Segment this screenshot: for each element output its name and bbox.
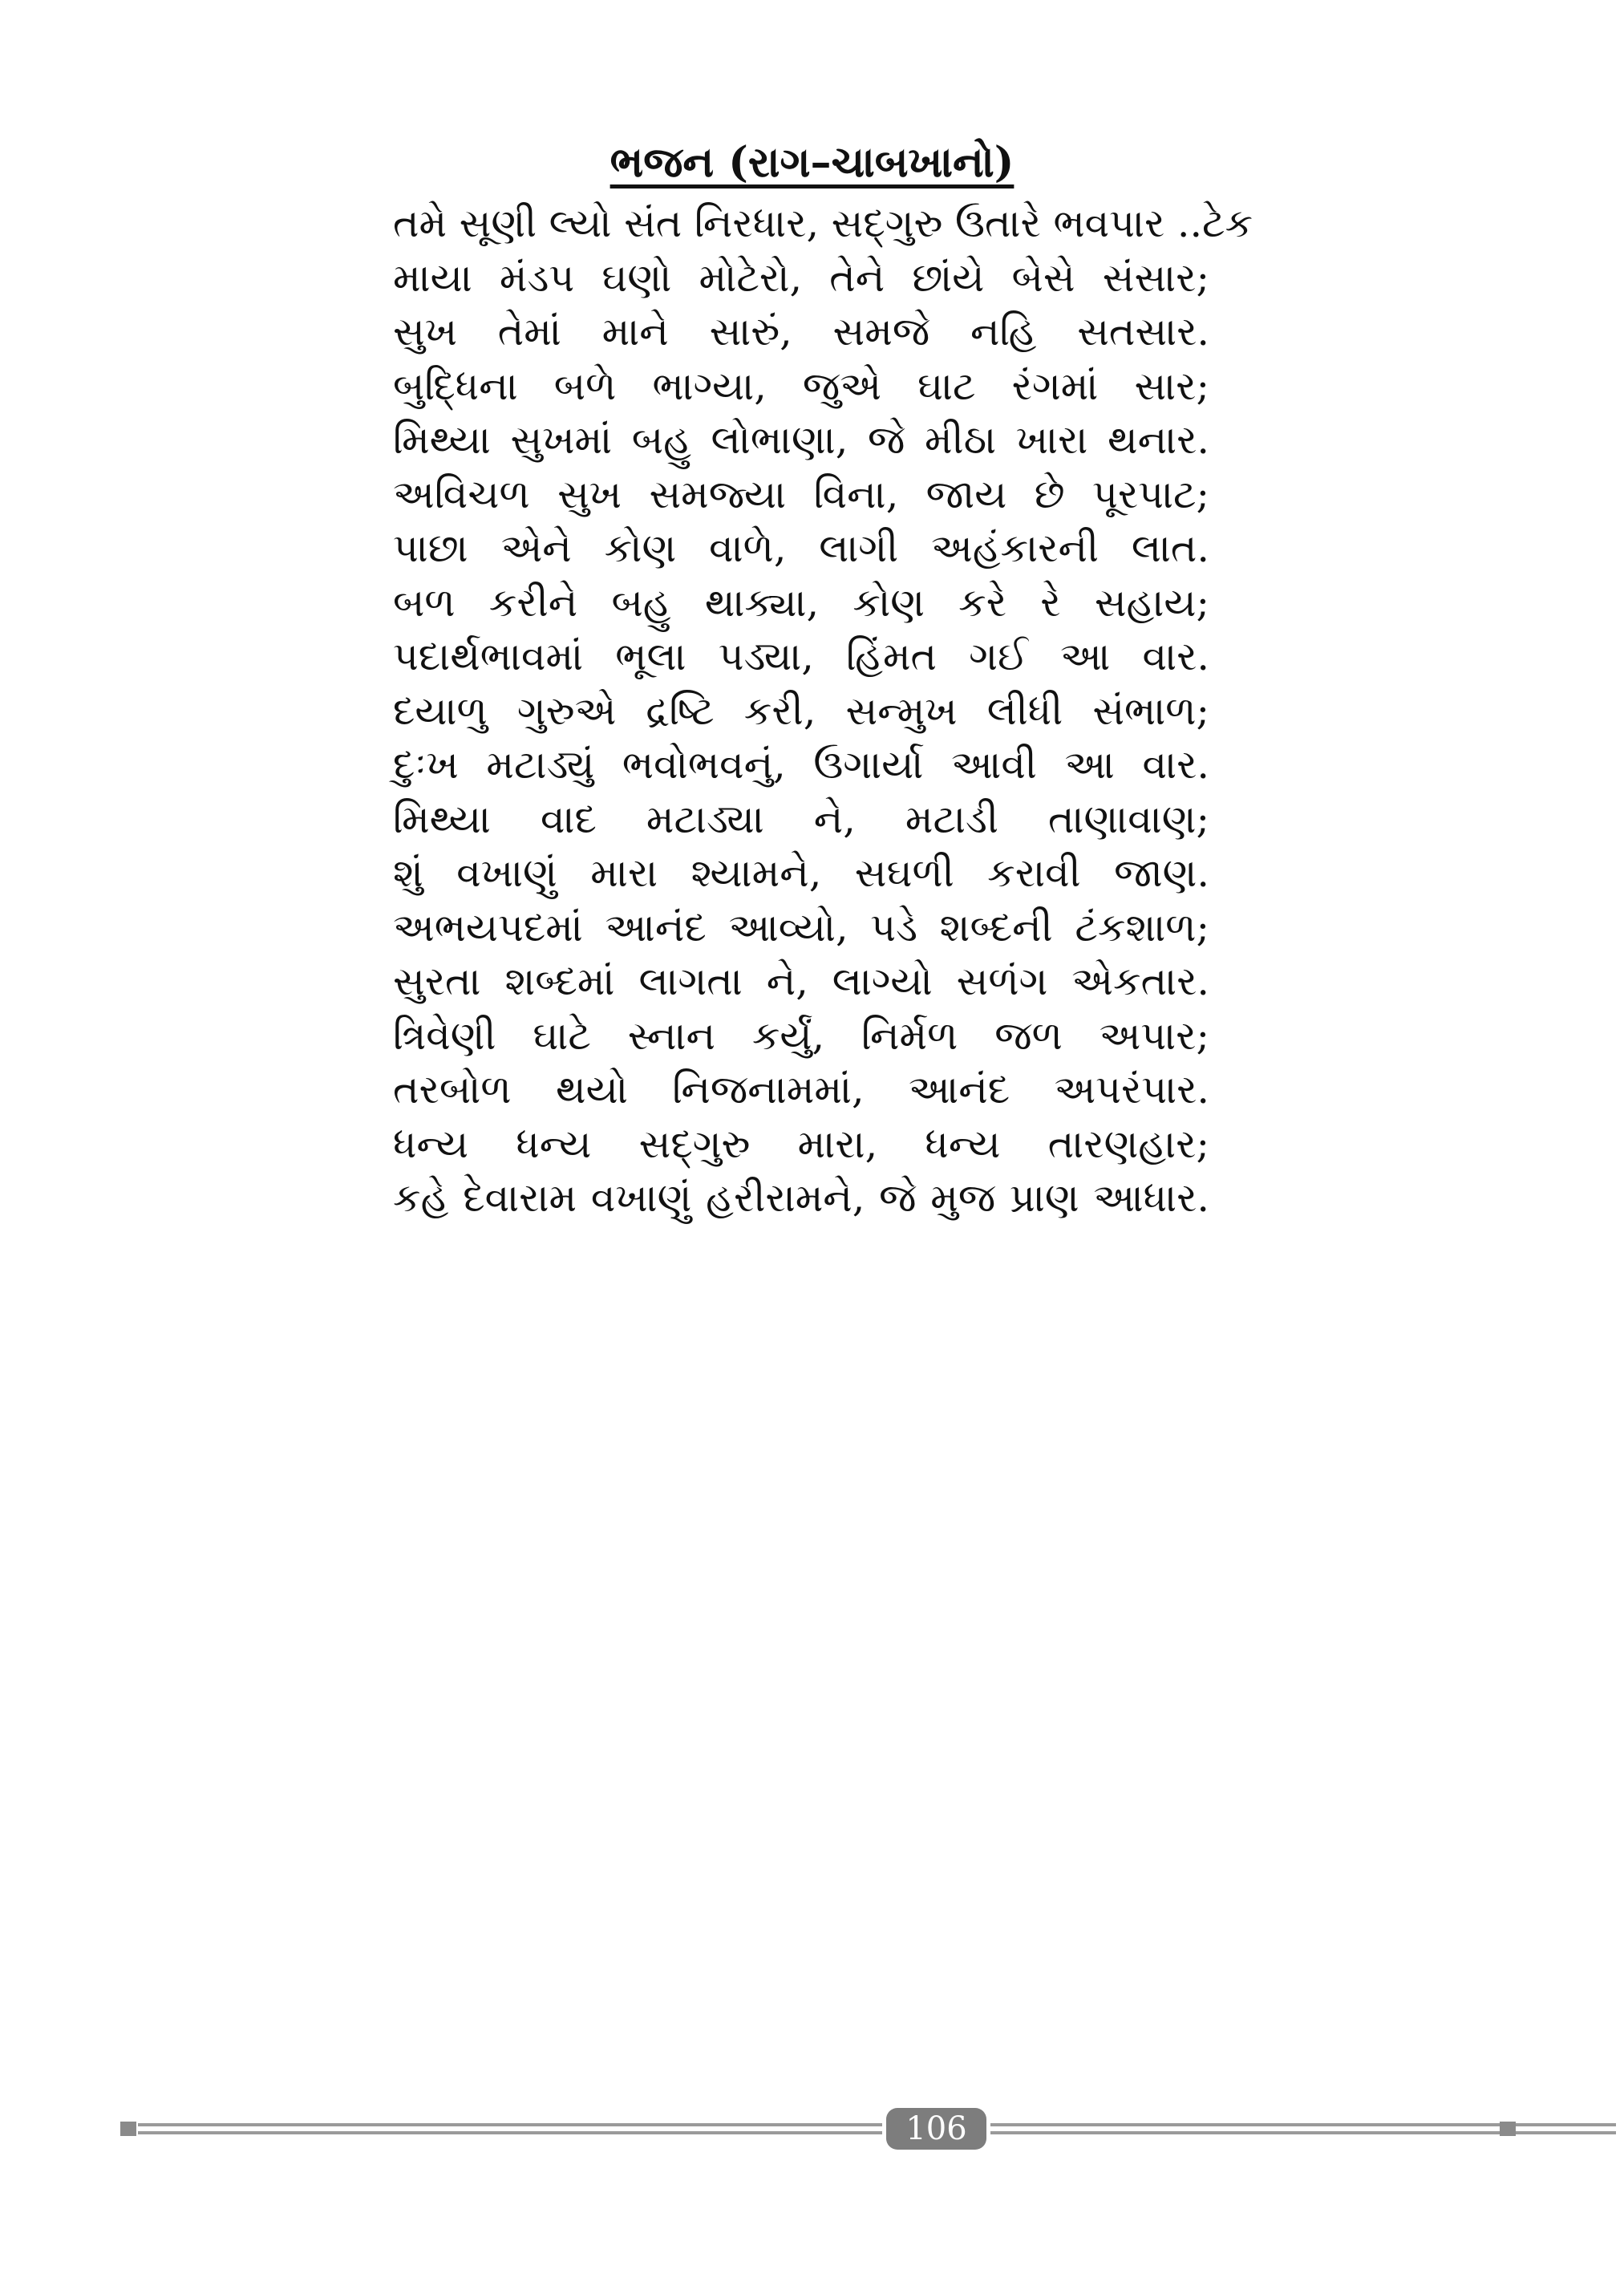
verse-line: પાછા એને કોણ વાળે, લાગી અહંકારની લાત. [393,525,1209,571]
verse-line: દુઃખ મટાડ્યું ભવોભવનું, ઉગાર્યા આવી આ વાર. [393,742,1209,788]
verse-line: ધન્ય ધન્ય સદ્‌ગુરુ મારા, ધન્ય તારણહાર; [393,1121,1209,1167]
bhajan-title-text: ભજન (રાગ–ચાબખાનો) [610,138,1014,187]
verse-line: ત્રિવેણી ઘાટે સ્નાન કર્યું, નિર્મળ જળ અપાર; [393,1012,1209,1059]
verse-line: કહે દેવારામ વખાણું હરીરામને, જે મુજ પ્રાણ આધાર. [393,1175,1209,1221]
verse-line: બળ કરીને બહુ થાક્યા, કોણ કરે રે સહાય; [393,579,1209,626]
footer-rule-cap-right [1500,2122,1516,2136]
footer-rule-right [990,2123,1616,2134]
verse-line: તમે સૂણી લ્યો સંત નિરધાર, સદ્‌ગુરુ ઉતારે ભવપાર ..ટેક [393,201,1253,246]
verse-line: સુરતા શબ્દમાં લાગતા ને, લાગ્યો સળંગ એકતાર. [393,959,1209,1004]
verse-line: મિથ્યા વાદ મટાડ્યા ને, મટાડી તાણાવાણ; [393,796,1209,842]
page-number: 106 [886,2108,986,2150]
verse-line: શું વખાણું મારા શ્યામને, સઘળી કરાવી જાણ. [393,850,1209,896]
verse-line: માયા મંડપ ઘણો મોટેરો, તેને છાંયે બેસે સંસાર; [393,254,1209,301]
verse-line: બુદ્ધિના બળે ભાગ્યા, જુએ ઘાટ રંગમાં સાર; [393,363,1209,409]
verse-line: દયાળુ ગુરુએ દ્રષ્ટિ કરી, સન્મુખ લીધી સંભાળ; [393,687,1209,734]
verse-line: પદાર્થભાવમાં ભૂલા પડ્યા, હિંમત ગઈ આ વાર. [393,634,1209,679]
verse-line: મિથ્યા સુખમાં બહુ લોભાણા, જે મીઠા ખારા થનાર. [393,417,1209,463]
verse-block [393,197,1253,1226]
footer-rule-left [138,2123,882,2134]
verse-line: સુખ તેમાં માને સારું, સમજે નહિ સતસાર. [393,309,1209,355]
bhajan-title [0,135,1624,191]
verse-line: અવિચળ સુખ સમજ્યા વિના, જાય છે પૂરપાટ; [393,471,1209,517]
verse-line: તરબોળ થયો નિજનામમાં, આનંદ અપરંપાર. [393,1067,1209,1113]
footer-rule-cap-left [120,2122,136,2136]
page-footer [120,2102,1516,2150]
verse-line: અભયપદમાં આનંદ આવ્યો, પડે શબ્દની ટંકશાળ; [393,904,1209,950]
